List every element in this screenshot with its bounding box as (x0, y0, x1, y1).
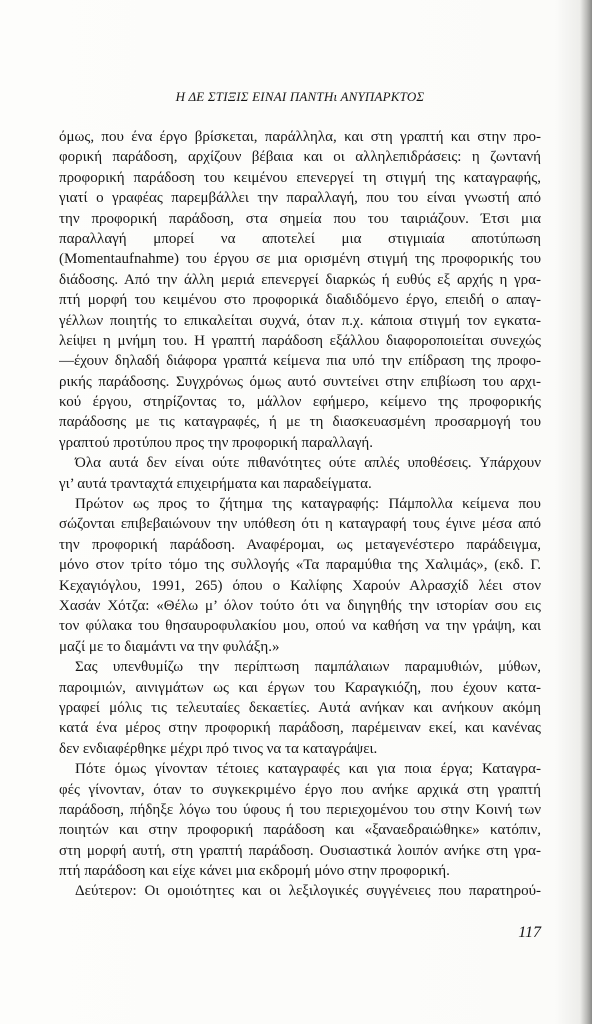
text-line: ρικής παράδοσης. Συγχρόνως όμως αυτό συντείνει στην επιβίωση του αρχι- (59, 373, 541, 390)
text-line: γραπτού προτύπου προς την προφορική παραλλαγή. (59, 434, 373, 451)
text-line: γέλλων ποιητής το επικαλείται συχνά, όταν π.χ. κάποια στιγμή τον εγκατα- (59, 312, 541, 329)
paragraph (59, 127, 541, 453)
text-line: Κεχαγιόγλου, 1991, 265) όπου ο Καλίφης Χαρούν Αλρασχίδ λέει στον (59, 577, 541, 594)
text-line: —έχουν δηλαδή διάφορα γραπτά κείμενα πια υπό την επίδραση της προφο- (59, 353, 541, 370)
text-line: διάδοσης. Από την άλλη μεριά επενεργεί διαρκώς ή ευθύς εξ αρχής η γρα- (59, 271, 541, 288)
text-line: Σας υπενθυμίζω την περίπτωση παμπάλαιων παραμυθιών, μύθων, (75, 659, 541, 676)
text-line: κατά ένα μέρος στην προφορική παράδοση, παρέμειναν εκεί, και κανένας (59, 720, 541, 737)
paragraph (59, 494, 541, 657)
text-line: Χασάν Χότζα: «Θέλω μ’ όλον τούτο ότι να διηγηθής την ιστορίαν σου εις (59, 597, 541, 614)
text-line: δεν ενδιαφέρθηκε μέχρι πρό τινος να τα καταγράψει. (59, 740, 378, 757)
text-line: γιατί ο γραφέας παρεμβάλλει την παραλλαγή, που του είναι γνωστή από (59, 190, 541, 207)
text-line: φορική παράδοση, αρχίζουν βέβαια και οι αλληλεπιδράσεις: η ζωντανή (59, 149, 541, 166)
paragraph (59, 453, 541, 494)
text-line: σώζονται επιβεβαιώνουν την υπόθεση ότι η καταγραφή τους έγινε μέσα από (59, 516, 541, 533)
body-text (59, 127, 541, 902)
text-line: κού έργου, στηρίζοντας το, μάλλον εφήμερο, κείμενο της προφορικής (59, 394, 541, 411)
paragraph (59, 881, 541, 901)
text-line: (Momentaufnahme) του έργου σε μια ορισμένη στιγμή της προφορικής του (59, 251, 541, 268)
text-line: τον φύλακα του θησαυροφυλακίου μου, οπού να καθήση να την γράψη, και (59, 618, 541, 635)
text-line: Όλα αυτά δεν είναι ούτε πιθανότητες ούτε απλές υποθέσεις. Υπάρχουν (75, 455, 541, 472)
page-number: 117 (518, 924, 541, 941)
text-line: πτή μορφή του κειμένου στο προφορικά διαδιδόμενο έργο, επειδή ο απαγ- (59, 292, 541, 309)
text-line: μόνο στον τρίτο τόμο της συλλογής «Τα παραμύθια της Χαλιμάς», (εκδ. Γ. (59, 557, 541, 574)
text-line: λείψει η μνήμη του. Η γραπτή παράδοση εξάλλου διαφοροποιείται συνεχώς (59, 332, 541, 349)
text-line: παράδοση, πήδηξε λόγω του ύφους ή του περιεχομένου του στην Κοινή των (59, 801, 541, 818)
text-line: γραφεί μόλις τις τελευταίες δεκαετίες. Αυτά ανήκαν και ανήκουν ακόμη (59, 699, 541, 716)
text-line: παραλλαγή μπορεί να αποτελεί μια στιγμιαία αποτύπωση (59, 230, 541, 247)
text-line: ποιητών και στην προφορική παράδοση και «ξαναεδραιώθηκε» κατόπιν, (59, 822, 541, 839)
text-line: Πότε όμως γίνονταν τέτοιες καταγραφές και για ποια έργα; Καταγρα- (75, 761, 541, 778)
text-line: Πρώτον ως προς το ζήτημα της καταγραφής: Πάμπολλα κείμενα που (75, 496, 541, 513)
text-line: γι’ αυτά τρανταχτά επιχειρήματα και παραδείγματα. (59, 475, 372, 492)
text-line: πτή παράδοση και είχε κάνει μια εκδρομή μόνο στην προφορική. (59, 863, 450, 880)
text-line: Δεύτερον: Οι ομοιότητες και οι λεξιλογικές συγγένειες που παρατηρού- (75, 883, 541, 900)
text-line: παράδοσης με τις καταγραφές, ή με τη διασκευασμένη προσαρμογή του (59, 414, 541, 431)
text-line: στη μορφή αυτή, στη γραπτή παράδοση. Ουσιαστικά λοιπόν ανήκε στη γρα- (59, 842, 541, 859)
text-line: προφορική παράδοση του κειμένου επενεργεί τη στιγμή της καταγραφής, (59, 169, 541, 186)
paragraph (59, 759, 541, 881)
running-header: Η ΔΕ ΣΤΙΞΙΣ ΕΙΝΑΙ ΠΑΝΤΗι ΑΝΥΠΑΡΚΤΟΣ (175, 89, 425, 104)
text-line: παροιμιών, αινιγμάτων ως και έργων του Καραγκιόζη, που έχουν κατα- (59, 679, 541, 696)
text-line: την προφορική παράδοση. Αναφέρομαι, ως μεταγενέστερο παράδειγμα, (59, 536, 541, 553)
text-line: την προφορική παράδοση, στα σημεία που του ταιριάζουν. Έτσι μια (59, 210, 541, 227)
text-line: φές γίνονταν, όταν το συγκεκριμένο έργο που ανήκε αρχικά στη γραπτή (59, 781, 541, 798)
paragraph (59, 657, 541, 759)
text-line: όμως, που ένα έργο βρίσκεται, παράλληλα, και στη γραπτή και στην προ- (59, 129, 541, 145)
text-line: μαζί με το διαμάντι να την φυλάξη.» (59, 638, 280, 655)
